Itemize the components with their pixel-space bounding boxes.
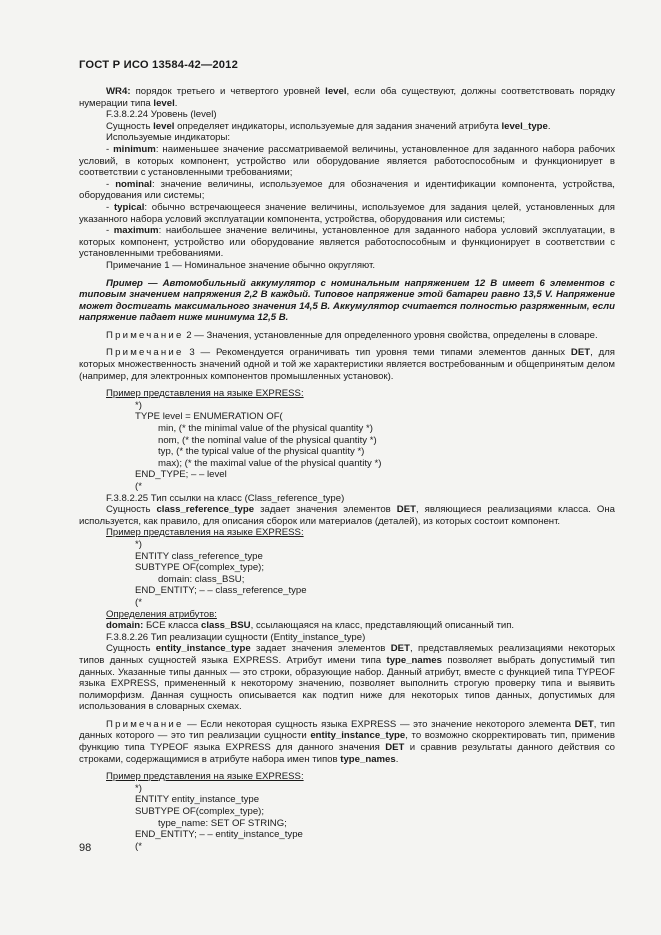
code-block: *) TYPE level = ENUMERATION OF( min, (* the minimal value of the physical quantity *) nom, (* the nominal value of the physical quantity *) typ, (* the typical value of the physical quantity *) max); (* the maximal value of the physical quantity *) END_TYPE; – – level (* xyxy=(135,399,382,492)
express-example-label: Пример представления на языке EXPRESS: xyxy=(106,771,304,783)
code-block: *) ENTITY class_reference_type SUBTYPE OF(complex_type); domain: class_BSU; END_ENTITY; – – class_reference_type (* xyxy=(135,538,307,608)
express-example-label: Пример представления на языке EXPRESS: xyxy=(106,527,304,539)
example-text: Пример — Автомобильный аккумулятор с номинальным напряжением 12 В имеет 6 элементов с типовым значением напряжения 2,2 В каждый. Типовое напряжение этой батареи равно 13,5 V. Напряжение может достигать максимального значения 14,5 В. Аккумулятор считается полностью разряженным, если напряжение падает ниже минимума 12,5 В. xyxy=(79,277,615,324)
paragraph: Сущность level определяет индикаторы, используемые для задания значений атрибута level_type. xyxy=(106,120,551,132)
page-number: 98 xyxy=(79,842,92,854)
note: Примечание 3 — Рекомендуется ограничивать тип уровня теми типами элементов данных DET, для которых множественность значений одной и той же характеристики является востребованным и общепринятым делом (например, для электронных компонентов промышленных установок). xyxy=(79,347,615,382)
page-body xyxy=(79,86,615,852)
list-item: - typical: обычно встречающееся значение величины, используемое для задания целей, установленных для указанного набора условий эксплуатации компонента, устройства, оборудования или системы; xyxy=(79,201,615,225)
note: Примечание 2 — Значения, установленные для определенного уровня свойства, определены в словаре. xyxy=(106,329,598,341)
list-item: - maximum: наибольшее значение величины, установленное для заданного набора условий эксплуатации, в которых компонент, устройство или оборудование является работоспособным и функционирует в соответствии с установленными требованиями. xyxy=(79,225,615,260)
running-header: ГОСТ Р ИСО 13584-42—2012 xyxy=(79,59,239,71)
paragraph: Сущность entity_instance_type задает значения элементов DET, представляемых реализациями некоторых типов данных сущностей языка EXPRESS. Атрибут имени типа type_names позволяет выбрать допустимый тип данных. Указанные типы данных — это строки, образующие набор. Данный атрибут, вместе с функцией типа TYPEOF языка EXPRESS, примененный к некоторому значению, позволяет выполнить строгую проверку типа и выявить полиморфизм. Данная сущность описывается как подтип ниже для некоторых типов данных, допустимых для использования в словарных схемах. xyxy=(79,643,616,713)
paragraph: Используемые индикаторы: xyxy=(106,132,231,144)
express-example-label: Пример представления на языке EXPRESS: xyxy=(106,388,304,400)
section-heading: F.3.8.2.25 Тип ссылки на класс (Class_reference_type) xyxy=(106,492,345,504)
note: Примечание 1 — Номинальное значение обычно округляют. xyxy=(106,259,375,271)
list-item: - minimum: наименьшее значение рассматриваемой величины, установленное для заданного набора рабочих условий, в которых компонент, устройство или оборудование является работоспособным и функционирует в соответствии с установленными требованиями; xyxy=(79,143,615,179)
wr4-rule: WR4: порядок третьего и четвертого уровней level, если оба существуют, должны соответствовать порядку нумерации типа level. xyxy=(79,86,615,109)
paragraph: Сущность class_reference_type задает значения элементов DET, являющиеся реализациями класса. Она используется, как правило, для описания сборок или материалов (деталей), из которых состоит компонент. xyxy=(79,504,615,527)
list-item: - nominal: значение величины, используемое для обозначения и идентификации компонента, устройства, оборудования или системы; xyxy=(79,178,615,202)
note: Примечание — Если некоторая сущность языка EXPRESS — это значение некоторого элемента DET, тип данных которого — это тип реализации сущности entity_instance_type, то возможно скорректировать тип, применив функцию типа TYPEOF языка EXPRESS для данного значения DET и сравнив результаты данного действия со строками, содержащимися в атрибуте набора имен типов type_names. xyxy=(79,718,616,765)
attribute-definition: domain: БСЕ класса class_BSU, ссылающаяся на класс, представляющий описанный тип. xyxy=(106,620,515,632)
section-heading: F.3.8.2.26 Тип реализации сущности (Entity_instance_type) xyxy=(106,631,366,643)
code-block: *) ENTITY entity_instance_type SUBTYPE OF(complex_type); type_name: SET OF STRING; END_ENTITY; – – entity_instance_type (* xyxy=(135,782,303,852)
attribute-definitions-label: Определения атрибутов: xyxy=(106,608,217,620)
section-heading: F.3.8.2.24 Уровень (level) xyxy=(106,109,217,121)
